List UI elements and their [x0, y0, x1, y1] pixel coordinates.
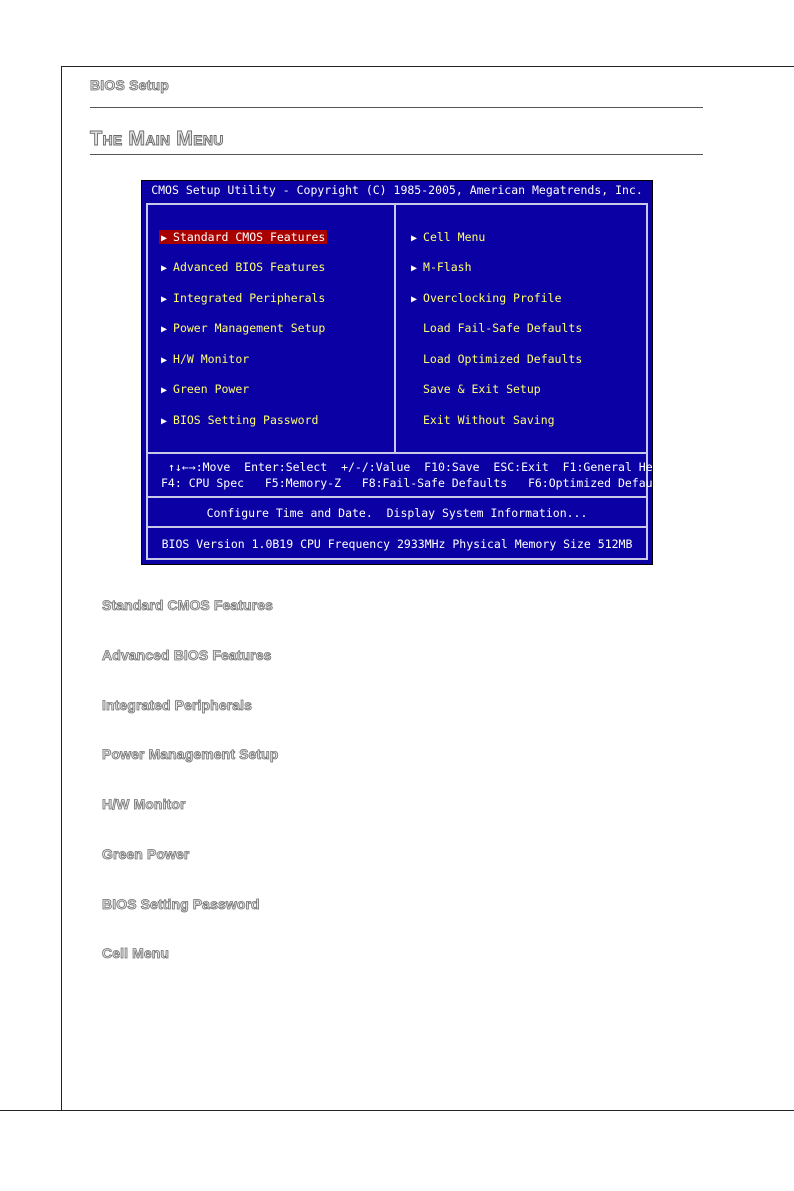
- bios-menu-cell-menu[interactable]: [411, 230, 485, 244]
- menu-column-divider: [394, 205, 396, 452]
- bios-title-bar: CMOS Setup Utility - Copyright (C) 1985-2005, American Megatrends, Inc.: [151, 183, 643, 197]
- header-rule: [90, 107, 703, 108]
- page-bottom-border: [0, 1110, 794, 1111]
- menu-label: Exit Without Saving: [423, 413, 555, 427]
- menu-label: H/W Monitor: [173, 352, 250, 366]
- menu-label: Integrated Peripherals: [173, 291, 326, 305]
- item-heading-setting-password: BIOS Setting Password: [102, 896, 260, 912]
- bios-menu-green-power[interactable]: [161, 382, 249, 396]
- description-separator: [148, 496, 646, 498]
- triangle-right-icon: ▶: [161, 233, 168, 244]
- menu-label: Green Power: [173, 382, 250, 396]
- bios-menu-overclocking-profile[interactable]: [411, 291, 562, 305]
- bios-menu-hw-monitor[interactable]: [161, 352, 249, 366]
- item-heading-advanced-bios: Advanced BIOS Features: [102, 647, 272, 663]
- triangle-right-icon: ▶: [161, 263, 168, 274]
- item-heading-green-power: Green Power: [102, 846, 190, 862]
- bios-menu-load-failsafe[interactable]: [423, 321, 582, 335]
- triangle-right-icon: ▶: [411, 294, 418, 305]
- item-heading-hw-monitor: H/W Monitor: [102, 796, 186, 812]
- menu-label: Standard CMOS Features: [173, 230, 326, 244]
- menu-label: Load Optimized Defaults: [423, 352, 583, 366]
- menu-label: M-Flash: [423, 260, 472, 274]
- triangle-right-icon: ▶: [161, 416, 168, 427]
- bios-menu-advanced-bios[interactable]: [161, 260, 325, 274]
- menu-label: Overclocking Profile: [423, 291, 562, 305]
- running-header: BIOS Setup: [90, 77, 170, 93]
- bios-menu-exit-without-saving[interactable]: [423, 413, 555, 427]
- section-title: The Main Menu: [90, 128, 224, 150]
- version-separator: [148, 526, 646, 528]
- triangle-right-icon: ▶: [411, 263, 418, 274]
- menu-label: Load Fail-Safe Defaults: [423, 321, 583, 335]
- section-rule: [90, 154, 703, 155]
- menu-label: BIOS Setting Password: [173, 413, 319, 427]
- bios-menu-m-flash[interactable]: [411, 260, 472, 274]
- bios-menu-power-management[interactable]: [161, 321, 325, 335]
- triangle-right-icon: ▶: [161, 385, 168, 396]
- menu-label: Power Management Setup: [173, 321, 326, 335]
- triangle-right-icon: ▶: [161, 294, 168, 305]
- bios-version-line: BIOS Version 1.0B19 CPU Frequency 2933MHz Physical Memory Size 512MB: [161, 537, 633, 551]
- bios-menu-integrated-peripherals[interactable]: [161, 291, 325, 305]
- triangle-right-icon: ▶: [411, 233, 418, 244]
- bios-menu-standard-cmos[interactable]: [159, 230, 327, 244]
- item-heading-standard-cmos: Standard CMOS Features: [102, 597, 274, 613]
- bios-menu-save-exit[interactable]: [423, 382, 541, 396]
- bios-screenshot: [141, 180, 674, 565]
- page-left-border: [61, 66, 62, 1111]
- bios-menu-load-optimized[interactable]: [423, 352, 582, 366]
- menu-label: Advanced BIOS Features: [173, 260, 326, 274]
- triangle-right-icon: ▶: [161, 355, 168, 366]
- item-heading-cell-menu: Cell Menu: [102, 945, 170, 961]
- key-help-line-2: F4: CPU Spec F5:Memory-Z F8:Fail-Safe Defaults F6:Optimized Defaults: [161, 476, 674, 490]
- item-heading-integrated-peripherals: Integrated Peripherals: [102, 697, 253, 713]
- bios-menu-setting-password[interactable]: [161, 413, 318, 427]
- item-description: Configure Time and Date. Display System Information...: [206, 506, 588, 520]
- keys-separator: [148, 452, 646, 454]
- page-top-border: [61, 66, 794, 67]
- item-heading-power-management: Power Management Setup: [102, 746, 279, 762]
- triangle-right-icon: ▶: [161, 324, 168, 335]
- key-help-line-1: ↑↓←→:Move Enter:Select +/-/:Value F10:Save ESC:Exit F1:General Help: [168, 460, 667, 474]
- menu-label: Save & Exit Setup: [423, 382, 541, 396]
- bios-frame: [146, 203, 674, 560]
- menu-label: Cell Menu: [423, 230, 486, 244]
